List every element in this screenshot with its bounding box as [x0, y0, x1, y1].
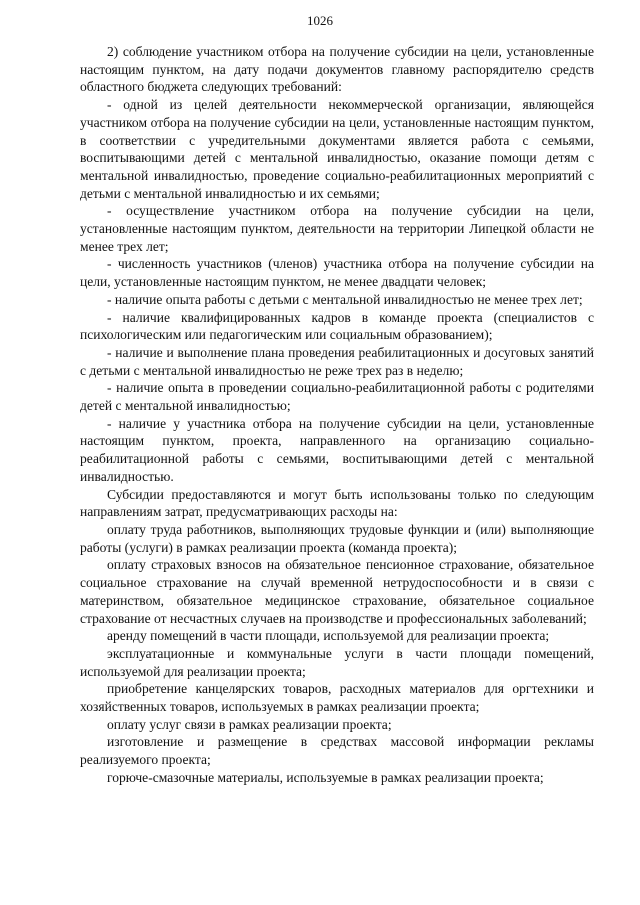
paragraph-expense-communications: оплату услуг связи в рамках реализации проекта; — [107, 716, 392, 732]
paragraph-requirement-goals: - одной из целей деятельности некоммерческой организации, являющейся участником отбора на получение субсидии на цели, установленные настоящим пунктом, в соответствии с учредительными документами является работа с семьями, воспитывающими детей с ментальной инвалидностью, оказание помощи детям с ментальной инвалидностью, проведение социально-реабилитационных мероприятий с детьми с ментальной инвалидностью и их семьями; — [80, 97, 594, 201]
paragraph-requirement-plan: - наличие и выполнение плана проведения реабилитационных и досуговых занятий с детьми с ментальной инвалидностью не реже трех раз в неделю; — [80, 344, 594, 378]
paragraph-requirements-intro: 2) соблюдение участником отбора на получение субсидии на цели, установленные настоящим пунктом, на дату подачи документов главному распорядителю средств областного бюджета следующих требований: — [80, 44, 594, 95]
paragraph-requirement-experience: - наличие опыта работы с детьми с ментальной инвалидностью не менее трех лет; — [107, 291, 583, 307]
paragraph-expense-rent: аренду помещений в части площади, используемой для реализации проекта; — [107, 628, 550, 644]
paragraph-subsidies-intro: Субсидии предоставляются и могут быть использованы только по следующим направлениям затрат, предусматривающих расходы на: — [80, 486, 594, 520]
paragraph-expense-utilities: эксплуатационные и коммунальные услуги в части площади помещений, используемой для реализации проекта; — [80, 645, 594, 679]
paragraph-expense-supplies: приобретение канцелярских товаров, расходных материалов для оргтехники и хозяйственных товаров, используемых в рамках реализации проекта; — [80, 681, 594, 715]
paragraph-expense-advertising: изготовление и размещение в средствах массовой информации рекламы реализуемого проекта; — [80, 734, 594, 768]
paragraph-requirement-members: - численность участников (членов) участника отбора на получение субсидии на цели, установленные настоящим пунктом, не менее двадцати человек; — [80, 256, 594, 290]
paragraph-expense-fuel: горюче-смазочные материалы, используемые в рамках реализации проекта; — [107, 769, 544, 785]
paragraph-expense-insurance: оплату страховых взносов на обязательное пенсионное страхование, обязательное социальное страхование на случай временной нетрудоспособности и в связи с материнством, обязательное медицинское страхование, обязательное социальное страхование от несчастных случаев на производстве и профессиональных заболеваний; — [80, 557, 594, 626]
paragraph-requirement-staff: - наличие квалифицированных кадров в команде проекта (специалистов с психологическим или педагогическим или социальным образованием); — [80, 309, 594, 343]
paragraph-requirement-territory: - осуществление участником отбора на получение субсидии на цели, установленные настоящим пунктом, деятельности на территории Липецкой области не менее трех лет; — [80, 203, 594, 254]
document-body — [80, 43, 594, 787]
paragraph-requirement-parents: - наличие опыта в проведении социально-реабилитационной работы с родителями детей с ментальной инвалидностью; — [80, 380, 594, 414]
paragraph-requirement-project: - наличие у участника отбора на получение субсидии на цели, установленные настоящим пунктом, проекта, направленного на организацию социально-реабилитационной работы с семьями, воспитывающими детей с ментальной инвалидностью. — [80, 415, 594, 484]
page-number: 1026 — [307, 13, 333, 28]
paragraph-expense-salary: оплату труда работников, выполняющих трудовые функции и (или) выполняющие работы (услуги) в рамках реализации проекта (команда проекта); — [80, 521, 594, 555]
